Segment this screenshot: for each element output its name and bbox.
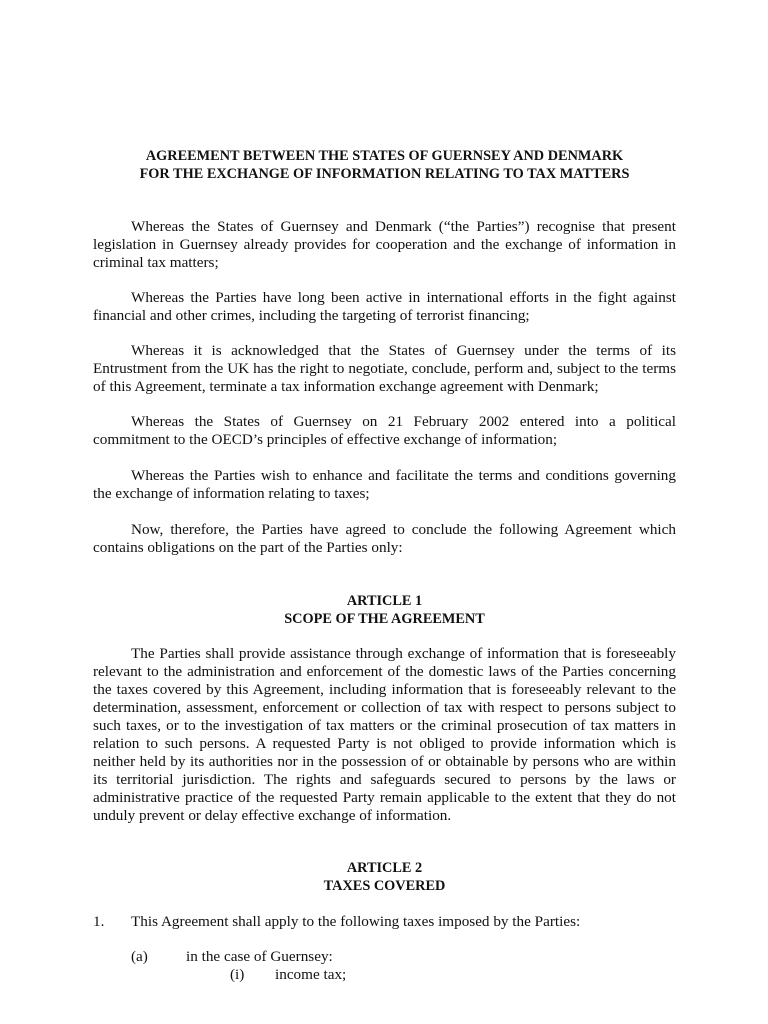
- article-1-heading: [93, 592, 676, 628]
- subsubitem-numeral: (i): [230, 966, 245, 983]
- item-text: This Agreement shall apply to the following taxes imposed by the Parties:: [131, 913, 581, 930]
- preamble-paragraph-5: Whereas the Parties wish to enhance and facilitate the terms and conditions governing the exchange of information relating to taxes;: [93, 467, 676, 502]
- article-1-body: The Parties shall provide assistance through exchange of information that is foreseeably relevant to the administration and enforcement of the domestic laws of the Parties concerning the taxes covered by this Agreement, including information that is foreseeably relevant to the determination, assessment, enforcement or collection of tax with respect to persons subject to such taxes, or to the investigation of tax matters or the criminal prosecution of tax matters in relation to such persons. A requested Party is not obliged to provide information which is neither held by its authorities nor in the possession of or obtainable by persons who are within its territorial jurisdiction. The rights and safeguards secured to persons by the laws or administrative practice of the requested Party remain applicable to the extent that they do not unduly prevent or delay effective exchange of information.: [93, 645, 676, 824]
- article-2-heading: [93, 859, 676, 895]
- item-number: 1.: [93, 913, 105, 930]
- subitem-letter: (a): [131, 948, 148, 965]
- subsubitem-text: income tax;: [275, 966, 347, 983]
- preamble-paragraph-1: Whereas the States of Guernsey and Denmark (“the Parties”) recognise that present legislation in Guernsey already provides for cooperation and the exchange of information in criminal tax matters;: [93, 218, 676, 271]
- title-line-2: FOR THE EXCHANGE OF INFORMATION RELATING TO TAX MATTERS: [139, 166, 630, 182]
- document-title: [93, 147, 676, 183]
- article-2-title: TAXES COVERED: [323, 878, 446, 894]
- article-1-number: ARTICLE 1: [346, 593, 423, 609]
- article-1-title: SCOPE OF THE AGREEMENT: [284, 611, 485, 627]
- preamble-paragraph-4: Whereas the States of Guernsey on 21 February 2002 entered into a political commitment to the OECD’s principles of effective exchange of information;: [93, 413, 676, 448]
- article-2-item-1: [93, 913, 676, 931]
- preamble-paragraph-2: Whereas the Parties have long been active in international efforts in the fight against financial and other crimes, including the targeting of terrorist financing;: [93, 289, 676, 324]
- article-2-subitem-a: [93, 948, 676, 966]
- subitem-text: in the case of Guernsey:: [186, 948, 333, 965]
- preamble-paragraph-6: Now, therefore, the Parties have agreed to conclude the following Agreement which contains obligations on the part of the Parties only:: [93, 521, 676, 556]
- preamble-paragraph-3: Whereas it is acknowledged that the States of Guernsey under the terms of its Entrustment from the UK has the right to negotiate, conclude, perform and, subject to the terms of this Agreement, terminate a tax information exchange agreement with Denmark;: [93, 342, 676, 395]
- title-line-1: AGREEMENT BETWEEN THE STATES OF GUERNSEY AND DENMARK: [145, 148, 624, 164]
- article-2-subitem-i: [93, 966, 676, 984]
- article-2-number: ARTICLE 2: [346, 860, 423, 876]
